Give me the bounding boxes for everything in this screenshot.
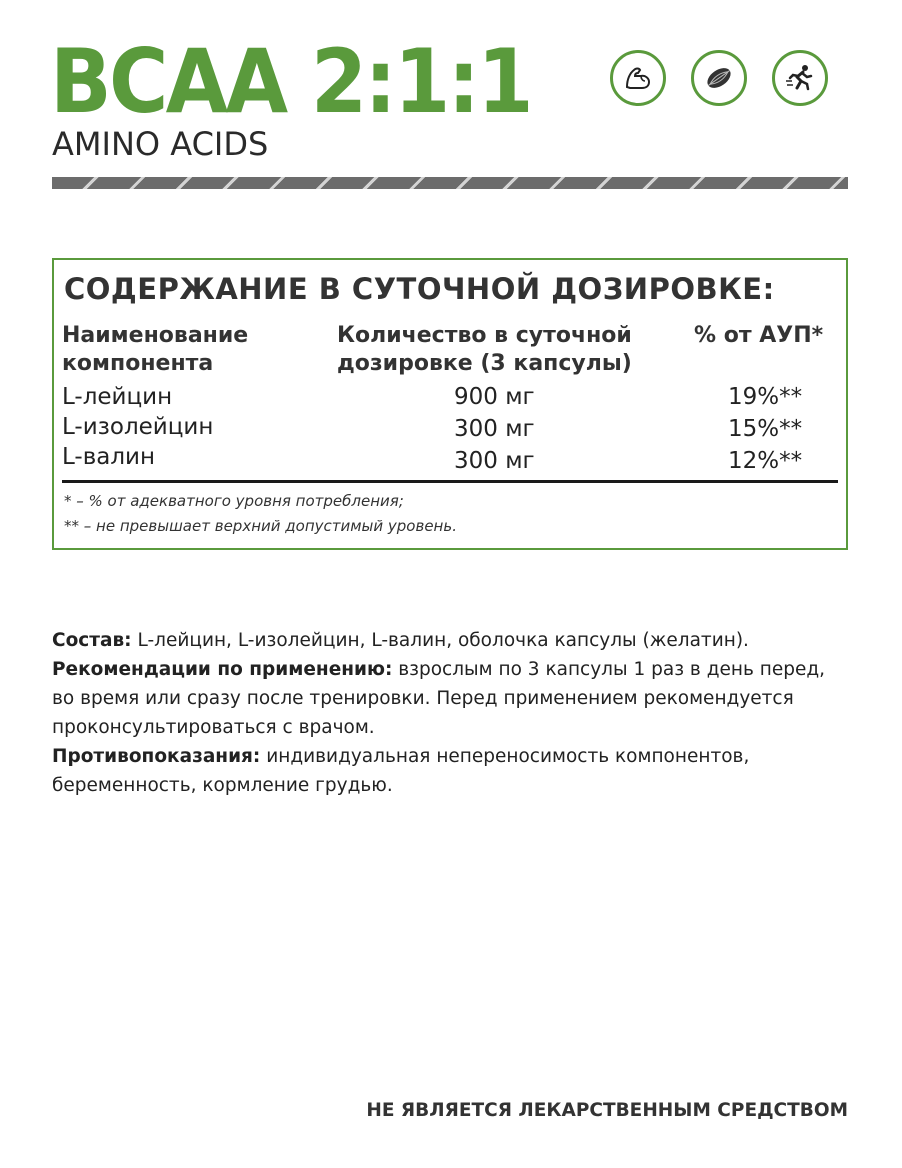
table-divider <box>62 480 838 483</box>
decorative-stripe <box>52 177 848 189</box>
dosage-table-box <box>52 258 848 550</box>
usage-text: взрослым по 3 капсулы 1 раз в день перед, во время или сразу после тренировки. Перед применением рекомендуется проконсультироваться с врачом. <box>52 659 826 738</box>
composition-label: Состав: <box>52 630 132 651</box>
capsule-icon <box>691 50 747 106</box>
column-header-amount: Количество в суточной дозировке (3 капсулы) <box>337 323 632 376</box>
row-amount: 300 мг <box>454 416 535 442</box>
contraindications-text: индивидуальная непереносимость компонентов, беременность, кормление грудью. <box>52 746 750 796</box>
usage-label: Рекомендации по применению: <box>52 659 393 680</box>
row-percent: 19%** <box>728 384 803 410</box>
product-title: BCAA 2:1:1 <box>50 30 531 133</box>
product-description <box>52 626 852 800</box>
row-amount: 300 мг <box>454 448 535 474</box>
runner-icon <box>772 50 828 106</box>
feature-icons <box>610 50 828 106</box>
composition-paragraph <box>52 626 852 655</box>
row-name: L-изолейцин <box>62 414 214 440</box>
row-amount: 900 мг <box>454 384 535 410</box>
column-header-name: Наименование компонента <box>62 323 249 376</box>
row-percent: 12%** <box>728 448 803 474</box>
usage-paragraph <box>52 655 852 742</box>
row-name: L-валин <box>62 444 156 470</box>
contraindications-paragraph <box>52 742 852 800</box>
row-percent: 15%** <box>728 416 803 442</box>
footnote-single-asterisk: * – % от адекватного уровня потребления; <box>64 492 404 510</box>
disclaimer: НЕ ЯВЛЯЕТСЯ ЛЕКАРСТВЕННЫМ СРЕДСТВОМ <box>366 1100 848 1121</box>
footnote-double-asterisk: ** – не превышает верхний допустимый уровень. <box>64 517 457 535</box>
composition-text: L-лейцин, L-изолейцин, L-валин, оболочка капсулы (желатин). <box>131 630 749 651</box>
dosage-heading: СОДЕРЖАНИЕ В СУТОЧНОЙ ДОЗИРОВКЕ: <box>64 272 775 306</box>
column-header-percent: % от АУП* <box>694 323 824 348</box>
row-name: L-лейцин <box>62 384 173 410</box>
contraindications-label: Противопоказания: <box>52 746 261 767</box>
muscle-arm-icon <box>610 50 666 106</box>
product-subtitle: AMINO ACIDS <box>52 125 269 163</box>
